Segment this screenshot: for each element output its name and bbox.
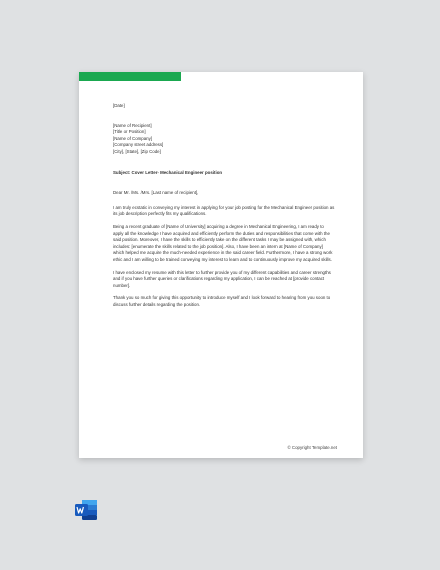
paragraph-qualifications: Being a recent graduate of [Name of University] acquiring a degree in Mechanical Engineering, I am ready to apply all the knowledge I have acquired and efficiently perform the duties and responsibilities that come with the said position. Moreover, I have the skills to efficiently take on the different tasks I may be assigned with, which includes: [enumerate the skills related to the job position]. Also, I have been an intern at [Name of Company] which helped me acquire the much-needed experience in the said career field. Furthermore, I have a strong work ethic and I am willing to be trained conveying my interest to learn and to continuously improve my acquired skills. xyxy=(113,223,333,262)
letter-subject: Subject: Cover Letter- Mechanical Engineer position xyxy=(113,169,223,175)
word-icon xyxy=(73,497,99,523)
paragraph-closing: Thank you so much for giving this opportunity to introduce myself and I look forward to hearing from you soon to discuss further details regarding the position. xyxy=(113,295,331,307)
recipient-title: [Title or Position] xyxy=(113,129,146,135)
copyright-text: © Copyright Template.net xyxy=(287,445,337,450)
recipient-city: [City], [State], [Zip Code] xyxy=(113,148,161,154)
letter-date: [Date] xyxy=(113,103,125,108)
recipient-block xyxy=(113,123,335,156)
accent-bar xyxy=(79,72,181,81)
recipient-address: [Company street address] xyxy=(113,142,164,148)
letter-salutation: Dear Mr. /Ms. /Mrs. [Last name of recipient], xyxy=(113,190,199,196)
letter-page xyxy=(79,72,363,458)
letter-body xyxy=(113,103,335,314)
paragraph-enclosure: I have enclosed my resume with this letter to further provide you of my different capabilities and career strengths and if you have further queries or clarifications regarding my application, I can be reached at [provide contact number]. xyxy=(113,269,331,288)
paragraph-intro: I am truly ecstatic in conveying my interest in applying for your job posting for the Mechanical Engineer position as its job description perfectly fits my qualifications. xyxy=(113,204,335,217)
recipient-company: [Name of Company] xyxy=(113,135,153,141)
recipient-name: [Name of Recipient] xyxy=(113,122,152,128)
